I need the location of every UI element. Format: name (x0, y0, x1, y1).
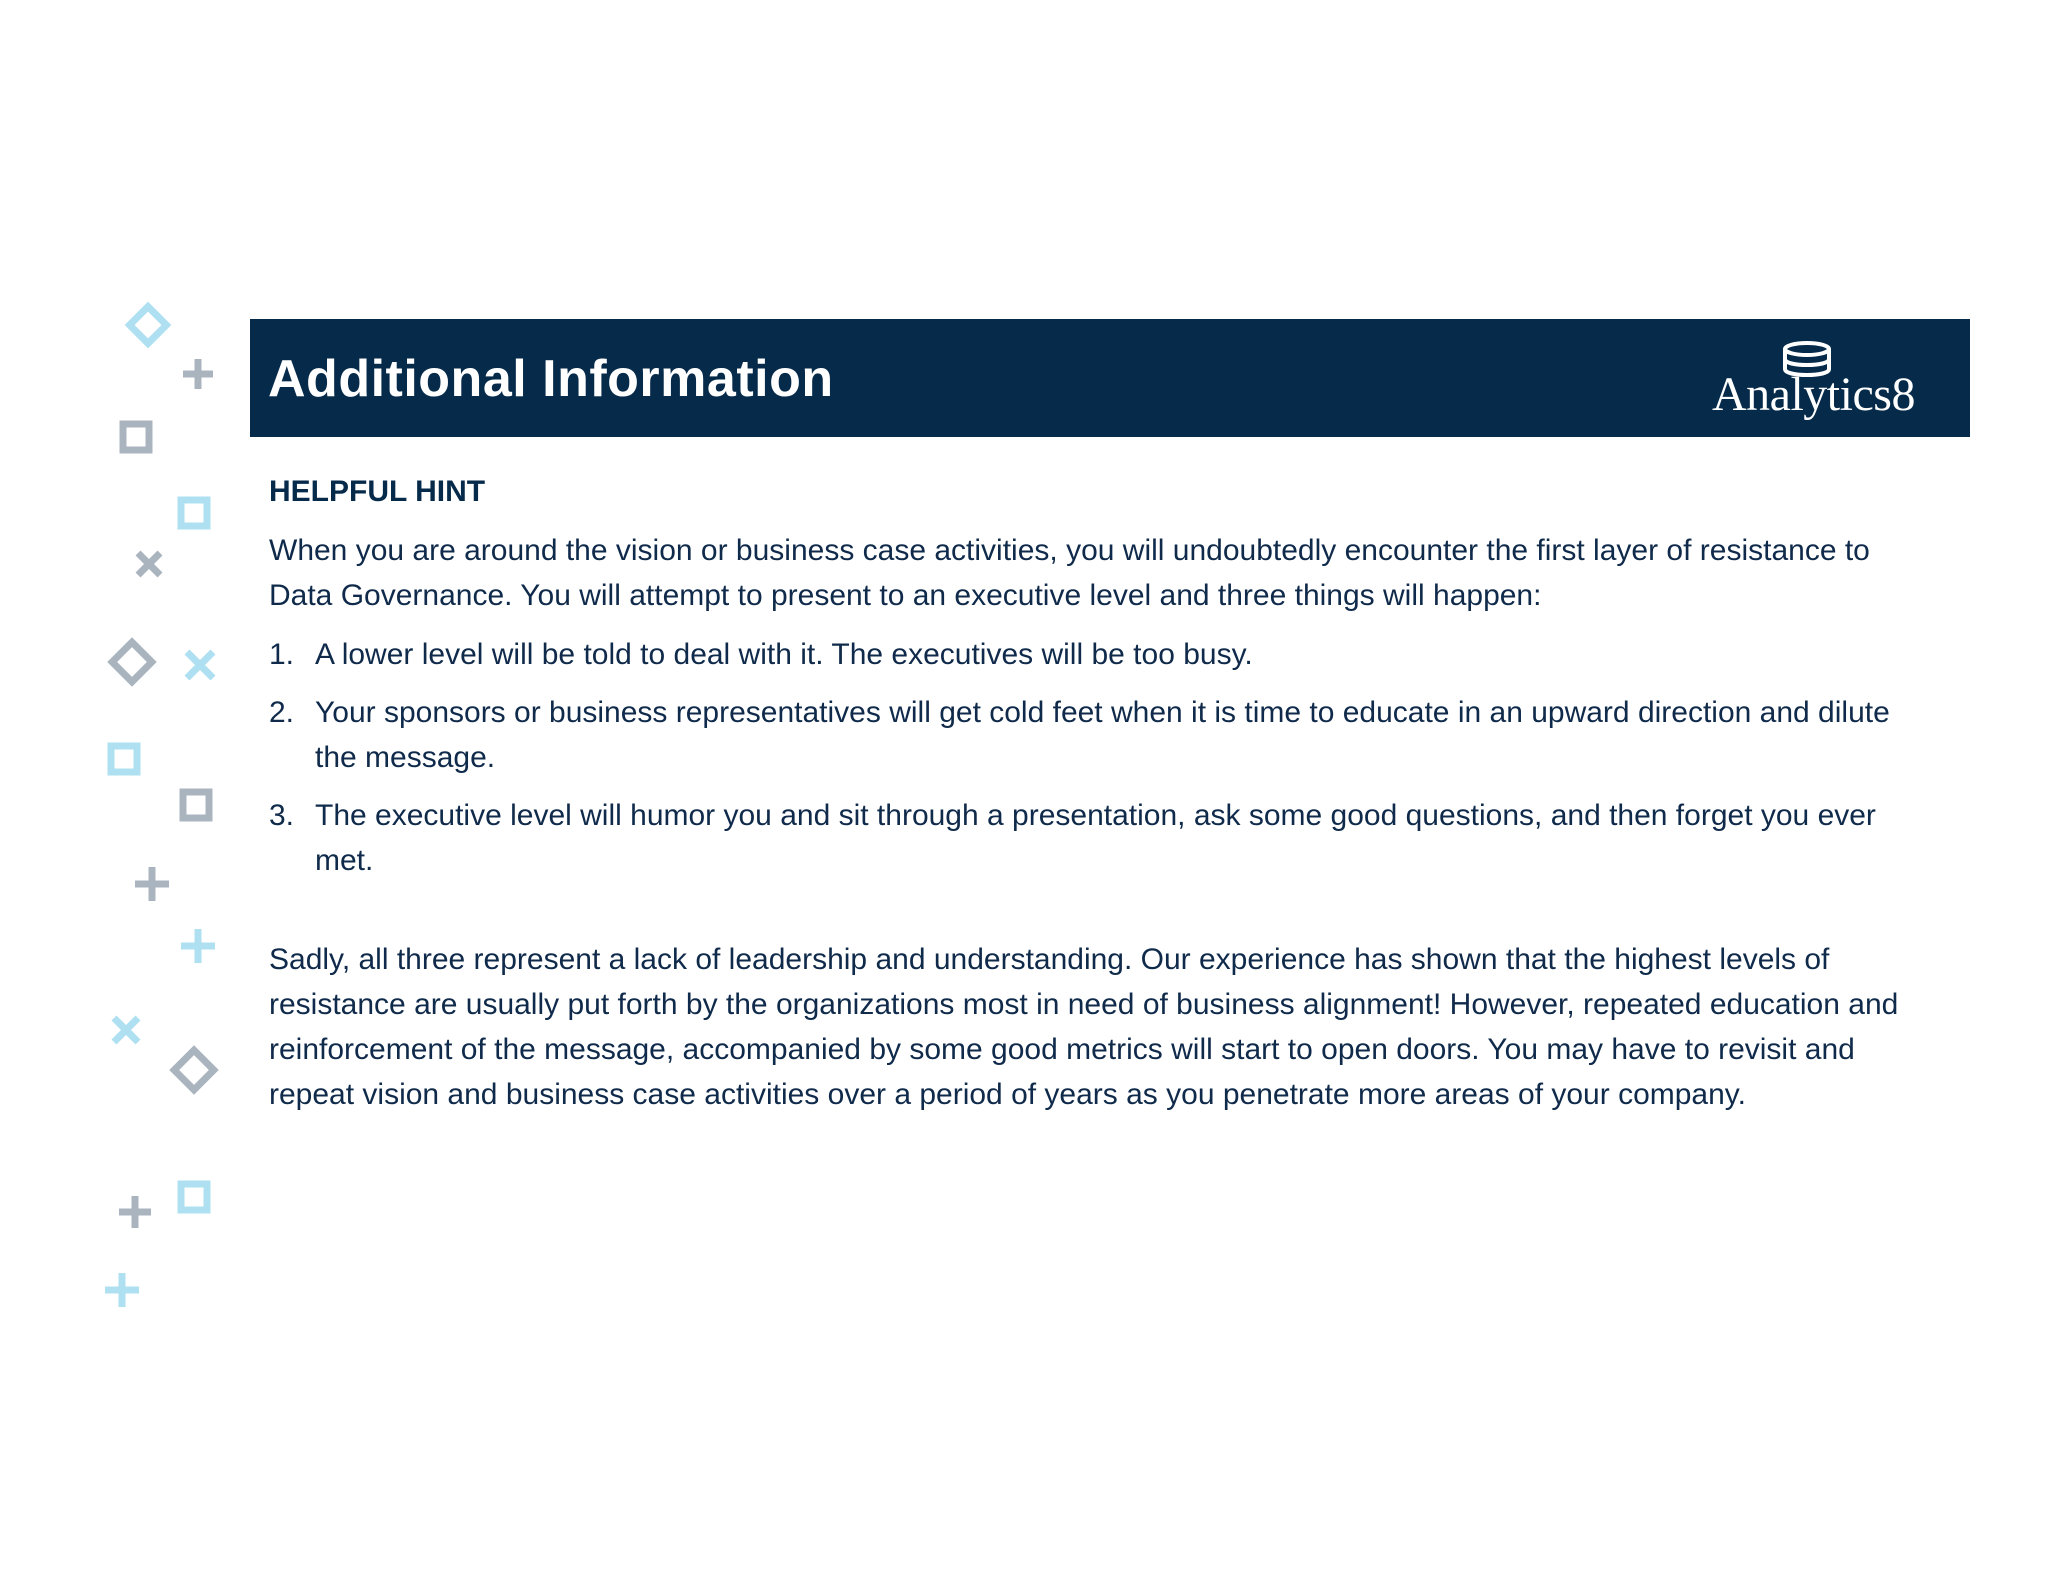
square-icon (123, 424, 149, 450)
square-icon (183, 792, 209, 818)
cross-icon (138, 553, 160, 575)
page-title: Additional Information (268, 350, 834, 408)
closing-paragraph: Sadly, all three represent a lack of leadership and understanding. Our experience has shown that the highest levels of resistance are usually put forth by the organizations most in need of business alignment! However, repeated education and reinforcement of the message, accompanied by some good metrics will start to open doors. You may have to revisit and repeat vision and business case activities over a period of years as you penetrate more areas of your company. (269, 943, 1899, 1111)
square-icon (181, 1184, 207, 1210)
square-icon (111, 746, 137, 772)
cross-icon (114, 1018, 138, 1042)
list-item-text: Your sponsors or business representatives will get cold feet when it is time to educate in an upward direction and dilute the message. (315, 696, 1890, 774)
numbered-list (269, 632, 1929, 883)
list-number: 3. (269, 799, 295, 832)
list-number: 1. (269, 638, 295, 671)
diamond-icon (130, 307, 167, 344)
list-item (269, 793, 1929, 883)
list-item (269, 690, 1929, 780)
plus-icon (183, 359, 213, 389)
diamond-icon (174, 1050, 214, 1090)
hint-heading: HELPFUL HINT (269, 475, 486, 508)
plus-icon (181, 929, 215, 963)
brand-name: Analytics8 (1712, 368, 1915, 421)
diamond-icon (112, 642, 152, 682)
plus-icon (119, 1196, 151, 1228)
list-item-text: A lower level will be told to deal with it. The executives will be too busy. (315, 638, 1253, 671)
decorative-shapes (95, 300, 240, 1350)
intro-paragraph: When you are around the vision or business case activities, you will undoubtedly encounter the first layer of resistance to Data Governance. You will attempt to present to an executive level and three things will happen: (269, 534, 1870, 612)
cross-icon (187, 652, 213, 678)
brand-logo (1712, 341, 1932, 421)
plus-icon (105, 1273, 139, 1307)
list-item (269, 632, 1929, 677)
square-icon (181, 500, 207, 526)
list-item-text: The executive level will humor you and sit through a presentation, ask some good questions, and then forget you ever met. (315, 799, 1876, 877)
content-body (269, 470, 1929, 1131)
list-number: 2. (269, 696, 295, 729)
header-bar (250, 319, 1970, 437)
plus-icon (135, 867, 169, 901)
